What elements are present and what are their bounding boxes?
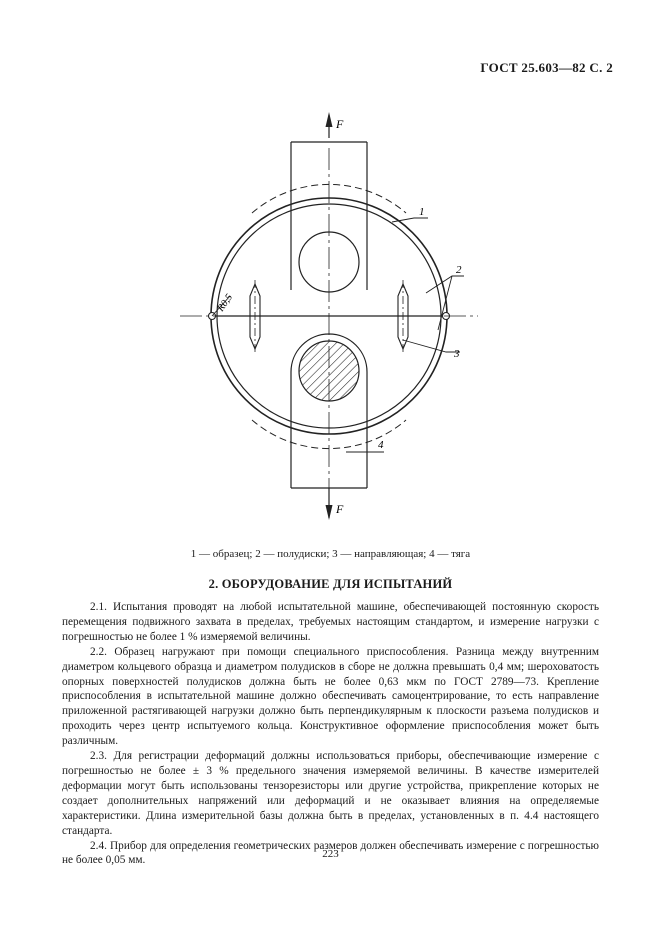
paragraph-2-3: 2.3. Для регистрации деформаций должны использоваться приборы, обеспечивающие измерение с погрешностью не более ± 3 % предельного значения измеряемой величины. В качестве измерителей деформации могут быть использованы тензорезисторы или другие устройства, прикрепление которых не создает дополнительных напряжений или деформаций и не оказывает влияния на определяемые характеристики. Длина измерительной базы должна быть в пределах, установленных в п. 4.4 настоящего стандарта. (62, 750, 599, 837)
lower-pin-section (299, 341, 359, 401)
radius-label: R0,5 (215, 292, 236, 314)
paragraph-2-4: 2.4. Прибор для определения геометрических размеров должен обеспечивать измерение с погрешностью не более 0,05 мм. (62, 839, 599, 867)
callout-3: 3 (454, 348, 460, 360)
page-number: 223 (322, 848, 339, 860)
callout-1: 1 (419, 206, 425, 218)
force-label-top: F (336, 117, 344, 131)
callout-2: 2 (456, 264, 462, 276)
force-arrow-top (326, 112, 333, 138)
callout-leaders (346, 218, 464, 452)
force-label-bottom: F (336, 502, 344, 516)
body-text (62, 600, 599, 868)
standard-reference: ГОСТ 25.603—82 С. 2 (480, 60, 613, 75)
paragraph-2-1: 2.1. Испытания проводят на любой испытательной машине, обеспечивающей постоянную скорость перемещения подвижного захвата в пределах, требуемых настоящим стандартом, и измерение нагрузки с погрешностью не более 1 % измеряемой величины. (62, 601, 599, 643)
section-title: 2. ОБОРУДОВАНИЕ ДЛЯ ИСПЫТАНИЙ (208, 577, 453, 591)
force-arrow-bottom (326, 488, 333, 520)
paragraph-2-2: 2.2. Образец нагружают при помощи специального приспособления. Разница между внутренним диаметром кольцевого образца и диаметром полудисков в сборе не должна превышать 0,4 мм; шероховатость опорных поверхностей полудисков должна быть не более 0,63 мкм по ГОСТ 2789—73. Крепление приспособления в испытательной машине должно обеспечивать самоцентрирование, то есть направление приложенной растягивающей нагрузки должно быть перпендикулярным к плоскости разъема полудисков и проходить через центр испытуемого кольца. Конструктивное оформление приспособления может быть различным. (62, 645, 599, 748)
figure-caption: 1 — образец; 2 — полудиски; 3 — направляющая; 4 — тяга (190, 548, 471, 560)
callout-4: 4 (378, 439, 384, 451)
